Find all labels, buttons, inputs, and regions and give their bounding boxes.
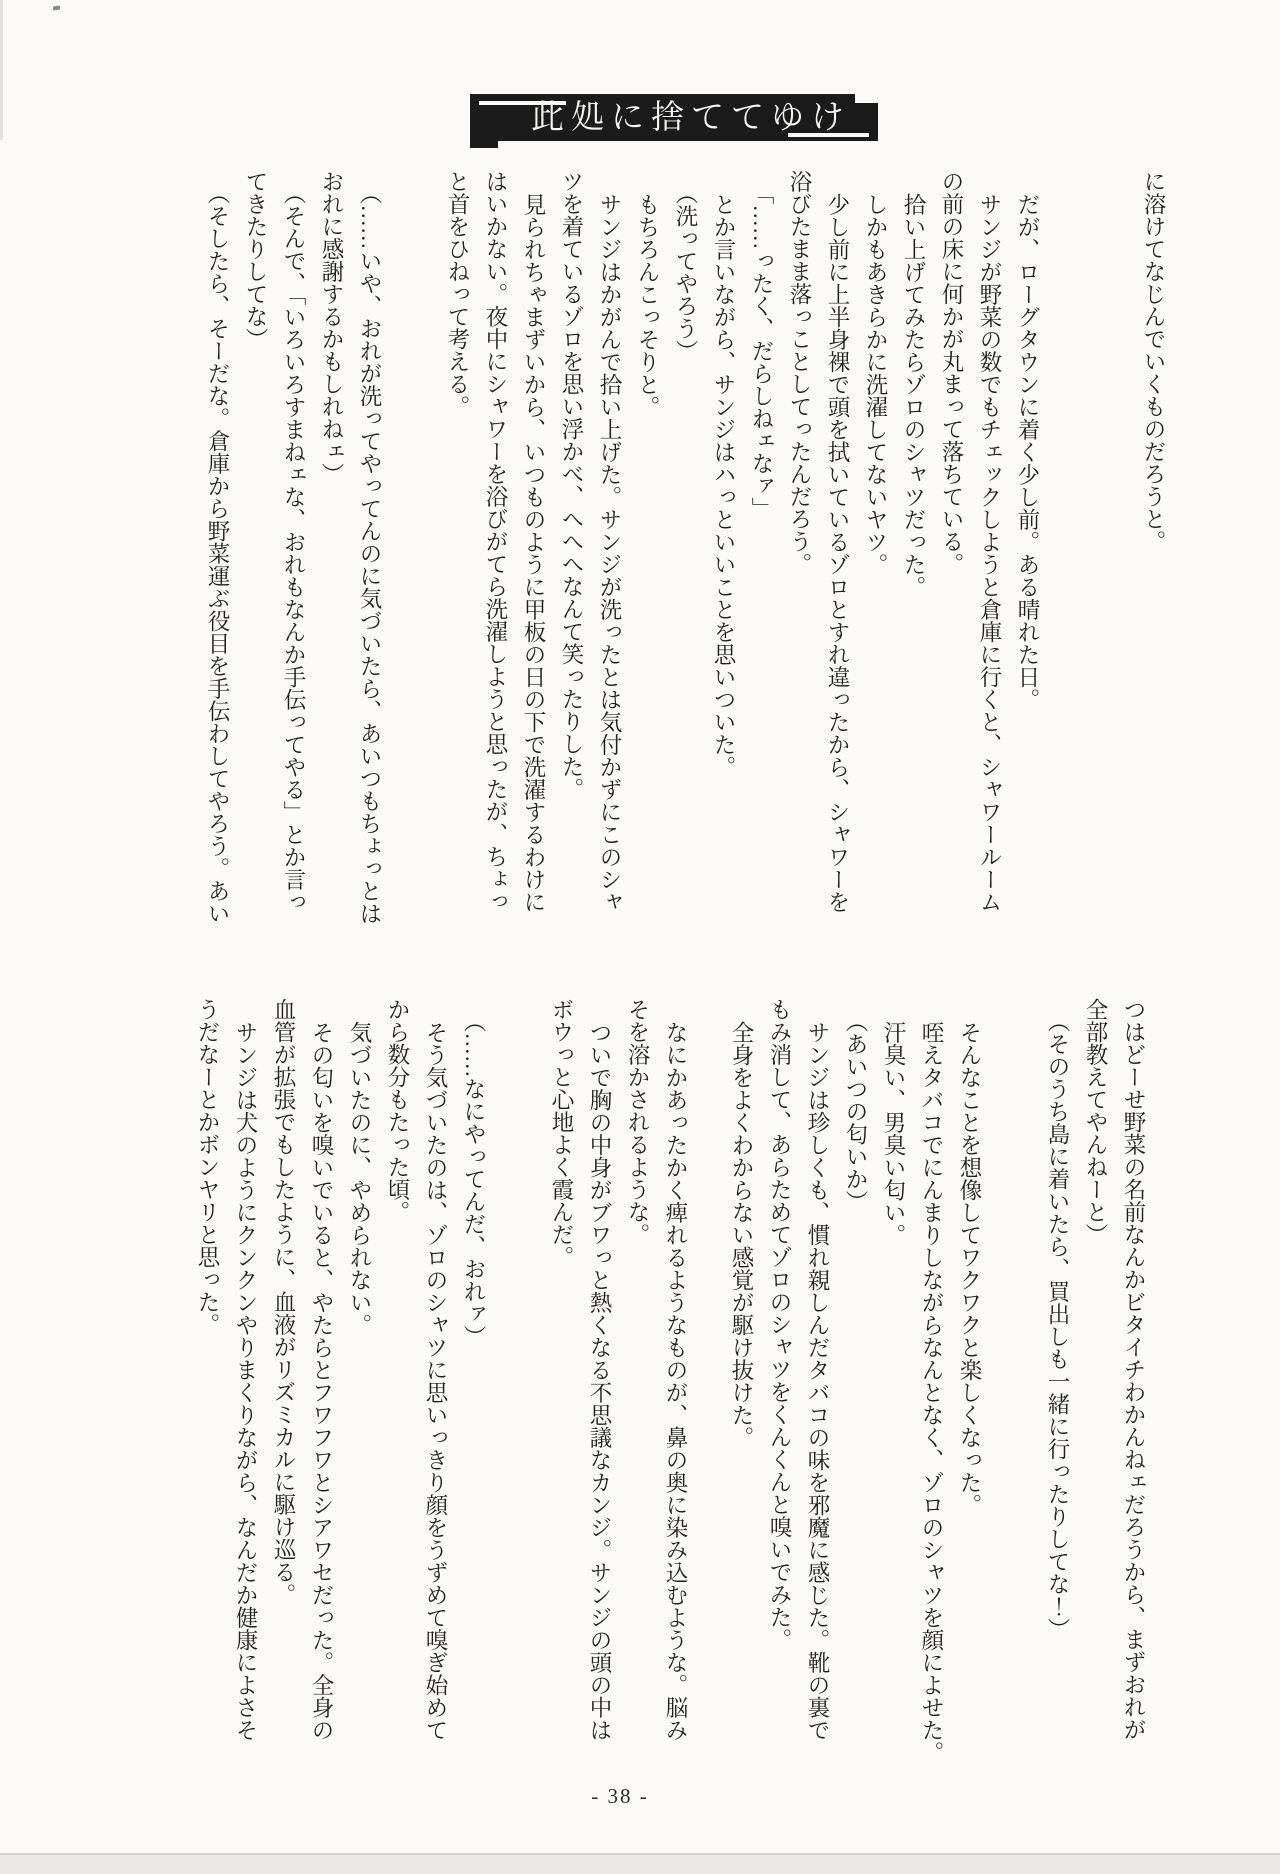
text-column: に溶けてなじんでいくものだろうと。	[1141, 170, 1166, 553]
scan-speck-artifact	[53, 6, 60, 11]
text-column: その匂いを嗅いでいると、やたらとフワフワとシアワセだった。全身の	[309, 1020, 334, 1741]
text-column: 全部教えてやんねーと）	[1083, 998, 1108, 1246]
text-column: そう気づいたのは、ゾロのシャツに思いっきり顔をうずめて嗅ぎ始めて	[423, 1020, 448, 1741]
banner-step-bottom-left	[470, 141, 498, 148]
text-column: 拾い上げてみたらゾロのシャツだった。	[901, 192, 926, 598]
text-column: から数分もたった頃。	[385, 998, 410, 1223]
chapter-title-banner	[470, 94, 878, 141]
text-column: （洗ってやろう）	[673, 182, 698, 362]
text-column: サンジは犬のようにクンクンやりまくりながら、なんだか健康によさそ	[233, 1020, 258, 1741]
page-number: - 38 -	[591, 1784, 649, 1808]
text-column: しかもあきらかに洗濯してないヤツ。	[863, 192, 888, 575]
story-block-2	[142, 998, 1152, 1762]
text-column: おれに感謝するかもしれねェ）	[319, 170, 344, 485]
text-column: はいかない。夜中にシャワーを浴びがてら洗濯しようと思ったが、ちょっ	[483, 170, 508, 913]
text-column: と首をひねって考える。	[445, 170, 470, 418]
chapter-title: 此処に捨ててゆけ	[531, 100, 851, 136]
text-column: 咥えタバコでにんまりしながらなんとなく、ゾロのシャツを顔によせた。	[919, 1020, 944, 1763]
text-column: 「……ったく、だらしねェなァ」	[749, 182, 774, 520]
text-column: もみ消して、あらためてゾロのシャツをくんくんと嗅いでみた。	[767, 998, 792, 1651]
text-column: 少し前に上半身裸で頭を拭いているゾロとすれ違ったから、シャワーを	[825, 192, 850, 913]
text-column: 汗臭い、男臭い匂い。	[881, 1020, 906, 1246]
text-column: 見られちゃまずいから、いつものように甲板の日の下で洗濯するわけに	[521, 192, 546, 913]
scan-edge-artifact-bottom	[0, 1853, 1280, 1874]
text-column: サンジが野菜の数でもチェックしようと倉庫に行くと、シャワールーム	[977, 192, 1002, 913]
text-column: とか言いながら、サンジはハっといいことを思いついた。	[711, 192, 736, 778]
story-block-1	[142, 170, 1172, 925]
text-column: そを溶かされるような。	[625, 998, 650, 1246]
text-column: もちろんこっそりと。	[635, 192, 660, 418]
text-column: （あいつの匂いか）	[843, 1010, 868, 1213]
text-column: 全身をよくわからない感覚が駆け抜けた。	[729, 1020, 754, 1448]
text-column: （……いや、おれが洗ってやってんのに気づいたら、あいつもちょっとは	[357, 182, 382, 925]
text-column: サンジは珍しくも、慣れ親しんだタバコの味を邪魔に感じた。靴の裏で	[805, 1020, 830, 1741]
text-column: サンジはかがんで拾い上げた。サンジが洗ったとは気付かずにこのシャ	[597, 192, 622, 913]
text-column: （そんで、「いろいろすまねェな、おれもなんか手伝ってやる」とか言っ	[281, 182, 306, 914]
text-column: （……なにやってんだ、おれァ）	[461, 1010, 486, 1348]
text-column: 気づいたのに、やめられない。	[347, 1020, 372, 1336]
text-column: つはどーせ野菜の名前なんかビタイチわかんねェだろうから、まずおれが	[1121, 998, 1146, 1741]
scan-edge-artifact-left	[0, 0, 3, 140]
text-column: 血管が拡張でもしたように、血液がリズミカルに駆け巡る。	[271, 998, 296, 1606]
text-column: （そしたら、そーだな。倉庫から野菜運ぶ役目を手伝わしてやろう。あい	[205, 182, 230, 925]
text-column: （そのうち島に着いたら、買出しも一緒に行ったりしてな！）	[1045, 1010, 1070, 1640]
text-column: ボウっと心地よく霞んだ。	[549, 998, 574, 1268]
text-column: の前の床に何かが丸まって落ちている。	[939, 170, 964, 575]
text-column: ツを着ているゾロを思い浮かべ、へへへなんて笑ったりした。	[559, 170, 584, 800]
text-column: うだなーとかボンヤリと思った。	[195, 998, 220, 1336]
text-column: ついで胸の中身がブワっと熱くなる不思議なカンジ。サンジの頭の中は	[587, 1020, 612, 1741]
text-column: 浴びたまま落っことしてったんだろう。	[787, 170, 812, 575]
text-column: そんなことを想像してワクワクと楽しくなった。	[957, 1020, 982, 1516]
text-column: てきたりしてな）	[243, 170, 268, 350]
text-column: だが、ローグタウンに着く少し前。ある晴れた日。	[1015, 192, 1040, 710]
text-column: なにかあったかく痺れるようなものが、鼻の奥に染み込むような。脳み	[663, 1020, 688, 1741]
